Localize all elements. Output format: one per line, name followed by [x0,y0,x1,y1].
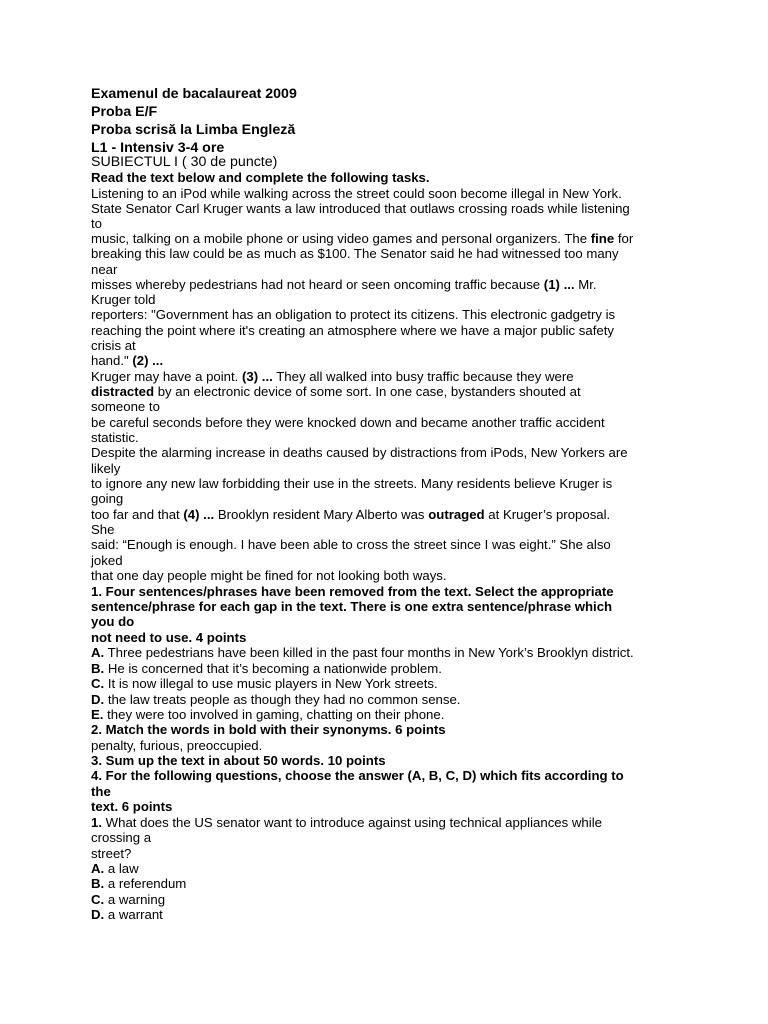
q1-option-b: B. a referendum [91,876,187,891]
task4-heading: 4. For the following questions, choose the answer (A, B, C, D) which fits according to [91,768,624,783]
task1-heading: 1. Four sentences/phrases have been removed from the text. Select the appropriate [91,584,614,599]
question-1-cont: street? [91,846,132,861]
level-line: L1 - Intensiv 3-4 ore [91,140,225,156]
task1-option-e: E. they were too involved in gaming, chatting on their phone. [91,707,445,722]
passage-line: crisis at [91,338,136,353]
exam-title: Examenul de bacalaureat 2009 [91,86,297,102]
gap-1: (1) ... [543,277,575,292]
passage-line: be careful seconds before they were knocked down and became another traffic accident [91,415,605,430]
passage-line: to ignore any new law forbidding their use in the streets. Many residents believe Kruger is [91,476,613,491]
passage-line: distracted by an electronic device of some sort. In one case, bystanders shouted at [91,384,581,399]
task4-heading: the [91,784,111,799]
gap-3: (3) ... [242,369,273,384]
task1-heading: sentence/phrase for each gap in the text. There is one extra sentence/phrase which [91,599,613,614]
passage-line: statistic. [91,430,139,445]
passage-line: Kruger told [91,292,156,307]
passage-line: said: “Enough is enough. I have been able to cross the street since I was eight.” She also [91,537,611,552]
task1-option-a: A. Three pedestrians have been killed in the past four months in New York’s Brooklyn district. [91,645,634,660]
passage-line: someone to [91,399,160,414]
passage-line: joked [91,553,123,568]
passage-line: going [91,491,124,506]
passage-line: She [91,522,115,537]
task1-option-c: C. It is now illegal to use music players in New York streets. [91,676,438,691]
passage-line: that one day people might be fined for not looking both ways. [91,568,447,583]
passage-line: Listening to an iPod while walking across the street could soon become illegal in New York. [91,186,622,201]
proba-line: Proba E/F [91,104,158,120]
proba-scrisa-line: Proba scrisă la Limba Engleză [91,122,296,138]
passage-line: too far and that (4) ... Brooklyn resident Mary Alberto was outraged at Kruger’s proposal. [91,507,611,522]
passage-line: music, talking on a mobile phone or using video games and personal organizers. The fine for [91,231,634,246]
task3-heading: 3. Sum up the text in about 50 words. 10 points [91,753,386,768]
q1-option-a: A. a law [91,861,139,876]
passage-line: State Senator Carl Kruger wants a law introduced that outlaws crossing roads while listening [91,201,630,216]
task1-option-d: D. the law treats people as though they had no common sense. [91,692,461,707]
task1-heading: not need to use. 4 points [91,630,247,645]
bold-word-distracted: distracted [91,384,155,399]
passage-line: Kruger may have a point. (3) ... They all walked into busy traffic because they were [91,369,574,384]
gap-2: (2) ... [132,353,164,368]
subject-line: SUBIECTUL I ( 30 de puncte) [91,154,278,170]
passage-line: reaching the point where it's creating an atmosphere where we have a major public safety [91,323,614,338]
task1-option-b: B. He is concerned that it’s becoming a nationwide problem. [91,661,442,676]
passage-line: breaking this law could be as much as $100. The Senator said he had witnessed too many [91,246,619,261]
question-1: 1. What does the US senator want to introduce against using technical appliances while [91,815,602,830]
instruction: Read the text below and complete the following tasks. [91,170,430,185]
passage-line: reporters: "Government has an obligation to protect its citizens. This electronic gadgetry is [91,307,616,322]
question-1-cont: crossing a [91,830,152,845]
task1-heading: you do [91,614,135,629]
passage-line: near [91,262,118,277]
gap-4: (4) ... [183,507,215,522]
passage-line: Despite the alarming increase in deaths caused by distractions from iPods, New Yorkers are [91,445,628,460]
bold-word-fine: fine [590,231,615,246]
passage-line: misses whereby pedestrians had not heard or seen oncoming traffic because (1) ... Mr. [91,277,597,292]
passage-line: hand." (2) ... [91,353,164,368]
task2-words: penalty, furious, preoccupied. [91,738,263,753]
passage-line: likely [91,461,121,476]
task4-heading: text. 6 points [91,799,173,814]
q1-option-d: D. a warrant [91,907,163,922]
task2-heading: 2. Match the words in bold with their synonyms. 6 points [91,722,446,737]
q1-option-c: C. a warning [91,892,166,907]
passage-line: to [91,216,102,231]
bold-word-outraged: outraged [428,507,485,522]
